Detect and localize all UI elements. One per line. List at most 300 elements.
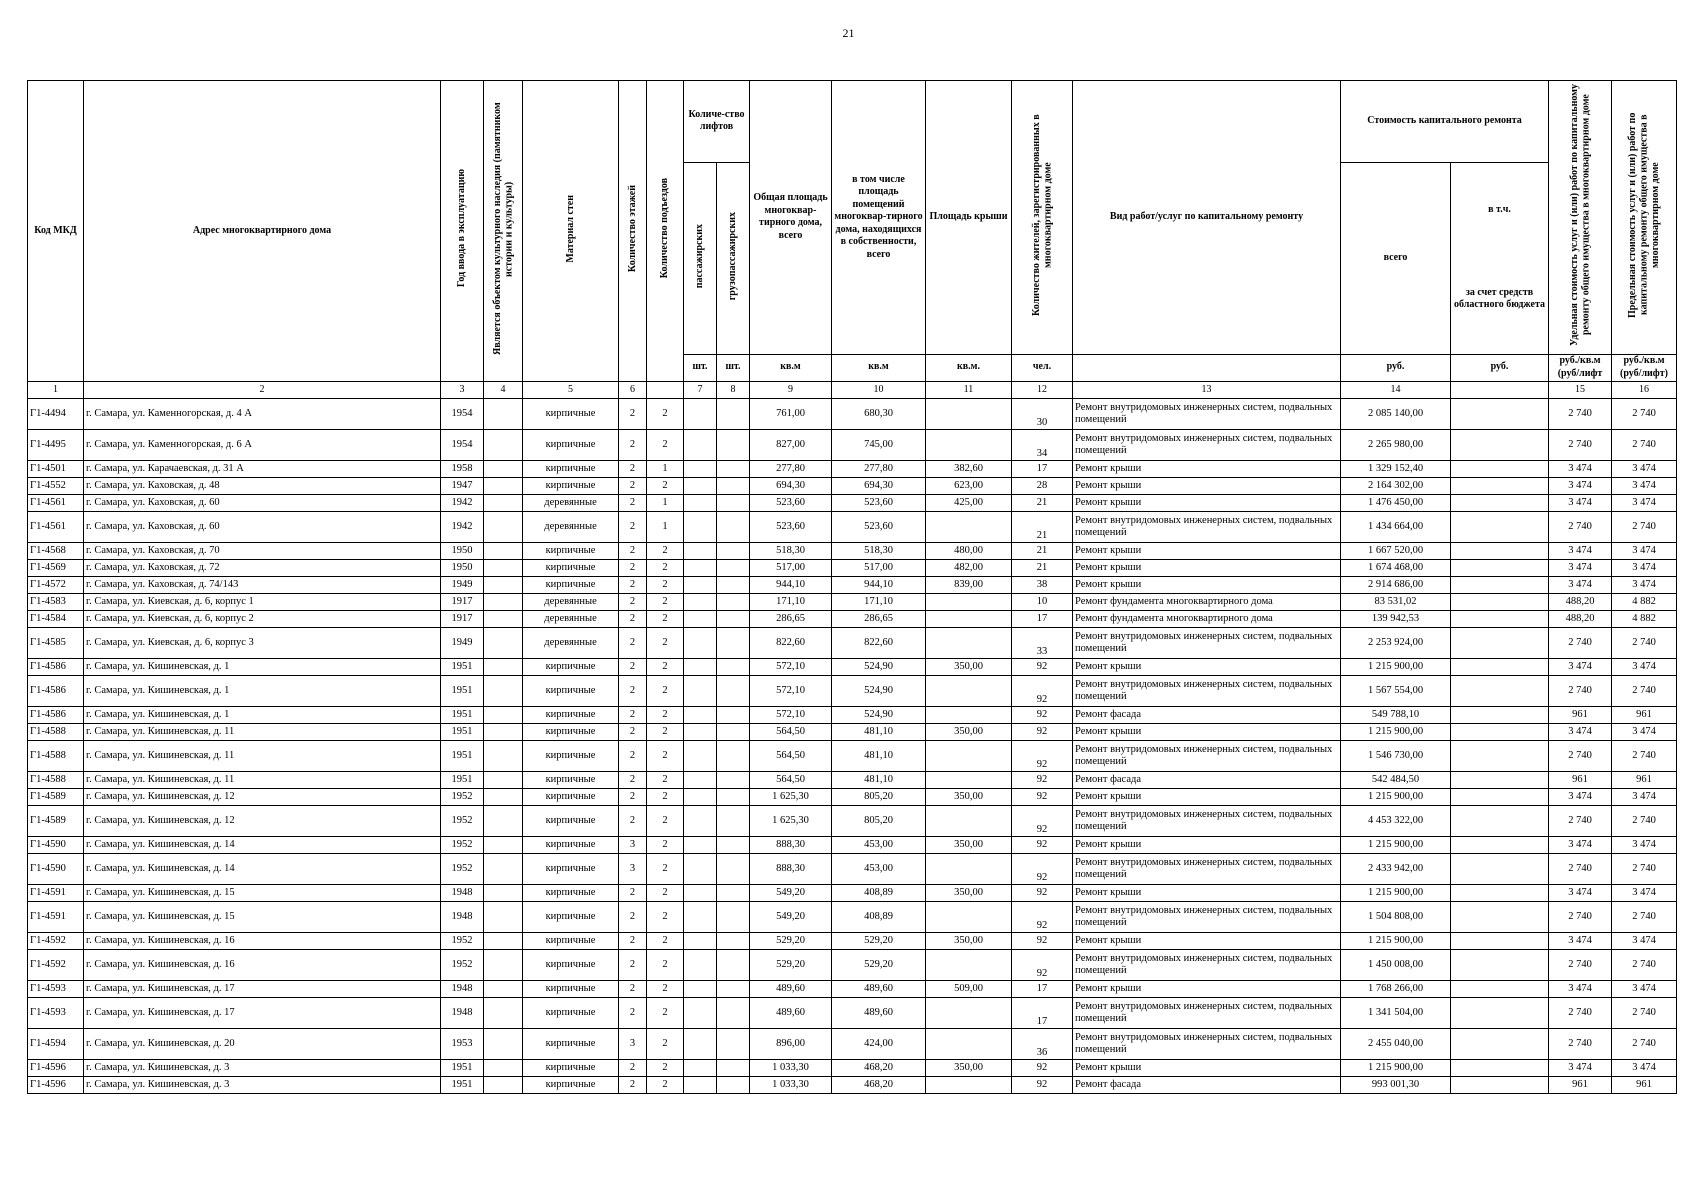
header-residents: Количество жителей, зарегистрированных в многоквартирном доме [1012,81,1073,355]
cell-roof-area [926,901,1012,932]
cell-max-cost: 3 474 [1612,460,1677,477]
cell-total-area: 827,00 [750,429,832,460]
cell-floors: 2 [619,980,647,997]
table-row [28,980,1677,997]
cell-material: кирпичные [523,723,619,740]
cell-cost-regional [1451,559,1549,576]
cell-max-cost: 961 [1612,1076,1677,1093]
column-number-row [28,381,1677,398]
cell-roof-area: 480,00 [926,542,1012,559]
table-row [28,477,1677,494]
cell-cost-total: 993 001,30 [1341,1076,1451,1093]
cell-code: Г1-4596 [28,1059,84,1076]
cell-heritage [484,723,523,740]
unit-work-type [1073,354,1341,381]
cell-year: 1952 [441,805,484,836]
cell-lifts-passenger [684,1028,717,1059]
cell-work-type: Ремонт крыши [1073,542,1341,559]
cell-lifts-freight [717,429,750,460]
cell-lifts-freight [717,460,750,477]
cell-roof-area: 350,00 [926,884,1012,901]
cell-year: 1951 [441,771,484,788]
cell-heritage [484,559,523,576]
cell-lifts-freight [717,593,750,610]
table-row [28,949,1677,980]
cell-floors: 2 [619,932,647,949]
table-row [28,610,1677,627]
cell-lifts-freight [717,576,750,593]
cell-max-cost: 2 740 [1612,901,1677,932]
cell-lifts-passenger [684,675,717,706]
cell-lifts-freight [717,884,750,901]
cell-floors: 3 [619,836,647,853]
table-row [28,740,1677,771]
cell-entrances: 2 [647,706,684,723]
cell-cost-regional [1451,884,1549,901]
cell-code: Г1-4585 [28,627,84,658]
cell-year: 1942 [441,494,484,511]
cell-lifts-passenger [684,706,717,723]
cell-residents: 92 [1012,1059,1073,1076]
table-row [28,542,1677,559]
cell-floors: 3 [619,1028,647,1059]
cell-lifts-passenger [684,771,717,788]
cell-roof-area [926,740,1012,771]
cell-max-cost: 2 740 [1612,949,1677,980]
cell-max-cost: 3 474 [1612,477,1677,494]
cell-material: деревянные [523,494,619,511]
cell-heritage [484,627,523,658]
cell-owned-area: 745,00 [832,429,926,460]
cell-address: г. Самара, ул. Кишиневская, д. 1 [84,675,441,706]
cell-unit-cost: 3 474 [1549,494,1612,511]
cell-owned-area: 517,00 [832,559,926,576]
cell-code: Г1-4569 [28,559,84,576]
cell-entrances: 2 [647,627,684,658]
cell-total-area: 888,30 [750,853,832,884]
cell-cost-total: 1 476 450,00 [1341,494,1451,511]
cell-max-cost: 961 [1612,771,1677,788]
cell-address: г. Самара, ул. Кишиневская, д. 16 [84,949,441,980]
cell-cost-total: 1 215 900,00 [1341,884,1451,901]
cell-work-type: Ремонт фундамента многоквартирного дома [1073,610,1341,627]
cell-total-area: 896,00 [750,1028,832,1059]
cell-code: Г1-4591 [28,901,84,932]
cell-material: кирпичные [523,477,619,494]
header-address: Адрес многоквартирного дома [84,81,441,382]
cell-code: Г1-4501 [28,460,84,477]
cell-work-type: Ремонт внутридомовых инженерных систем, подвальных помещений [1073,511,1341,542]
cell-heritage [484,1059,523,1076]
cell-total-area: 564,50 [750,771,832,788]
cell-owned-area: 277,80 [832,460,926,477]
cell-roof-area: 839,00 [926,576,1012,593]
cell-cost-regional [1451,658,1549,675]
cell-address: г. Самара, ул. Кишиневская, д. 15 [84,901,441,932]
cell-work-type: Ремонт крыши [1073,1059,1341,1076]
cell-lifts-freight [717,949,750,980]
cell-lifts-freight [717,610,750,627]
cell-material: кирпичные [523,805,619,836]
cell-material: кирпичные [523,429,619,460]
cell-total-area: 549,20 [750,884,832,901]
cell-cost-regional [1451,853,1549,884]
column-number: 7 [684,381,717,398]
cell-year: 1949 [441,576,484,593]
header-owned-area: в том числе площадь помещений многоквар-тирного дома, находящихся в собственности, всего [832,81,926,355]
cell-work-type: Ремонт внутридомовых инженерных систем, подвальных помещений [1073,997,1341,1028]
cell-lifts-freight [717,542,750,559]
cell-residents: 92 [1012,949,1073,980]
cell-address: г. Самара, ул. Каховская, д. 48 [84,477,441,494]
cell-unit-cost: 3 474 [1549,788,1612,805]
cell-heritage [484,771,523,788]
cell-owned-area: 524,90 [832,675,926,706]
cell-lifts-passenger [684,723,717,740]
cell-work-type: Ремонт крыши [1073,884,1341,901]
cell-residents: 92 [1012,723,1073,740]
cell-entrances: 2 [647,658,684,675]
cell-unit-cost: 2 740 [1549,1028,1612,1059]
column-number [647,381,684,398]
table-row [28,576,1677,593]
cell-cost-regional [1451,949,1549,980]
cell-year: 1951 [441,658,484,675]
cell-year: 1948 [441,980,484,997]
cell-floors: 2 [619,610,647,627]
cell-code: Г1-4596 [28,1076,84,1093]
cell-cost-regional [1451,997,1549,1028]
cell-residents: 34 [1012,429,1073,460]
cell-roof-area [926,398,1012,429]
cell-lifts-passenger [684,788,717,805]
table-row [28,627,1677,658]
header-cost-regional-label: за счет средств областного бюджета [1454,286,1545,311]
cell-roof-area: 350,00 [926,836,1012,853]
cell-cost-regional [1451,460,1549,477]
cell-lifts-freight [717,477,750,494]
cell-address: г. Самара, ул. Кишиневская, д. 1 [84,706,441,723]
cell-cost-total: 2 253 924,00 [1341,627,1451,658]
cell-address: г. Самара, ул. Кишиневская, д. 3 [84,1059,441,1076]
cell-entrances: 2 [647,429,684,460]
cell-residents: 92 [1012,788,1073,805]
cell-cost-total: 549 788,10 [1341,706,1451,723]
cell-lifts-passenger [684,997,717,1028]
cell-address: г. Самара, ул. Каменногорская, д. 4 А [84,398,441,429]
cell-roof-area: 350,00 [926,723,1012,740]
cell-roof-area [926,949,1012,980]
cell-cost-total: 542 484,50 [1341,771,1451,788]
cell-heritage [484,398,523,429]
cell-cost-regional [1451,740,1549,771]
cell-lifts-passenger [684,593,717,610]
cell-cost-regional [1451,980,1549,997]
cell-heritage [484,460,523,477]
cell-work-type: Ремонт внутридомовых инженерных систем, подвальных помещений [1073,853,1341,884]
table-row [28,723,1677,740]
cell-material: кирпичные [523,542,619,559]
table-row [28,884,1677,901]
cell-roof-area: 350,00 [926,788,1012,805]
cell-code: Г1-4586 [28,675,84,706]
cell-unit-cost: 3 474 [1549,932,1612,949]
table-row [28,853,1677,884]
cell-lifts-passenger [684,949,717,980]
cell-roof-area [926,511,1012,542]
cell-floors: 2 [619,1076,647,1093]
cell-year: 1949 [441,627,484,658]
cell-cost-total: 1 434 664,00 [1341,511,1451,542]
cell-work-type: Ремонт крыши [1073,559,1341,576]
cell-entrances: 2 [647,1059,684,1076]
cell-code: Г1-4591 [28,884,84,901]
cell-work-type: Ремонт внутридомовых инженерных систем, подвальных помещений [1073,740,1341,771]
cell-year: 1951 [441,675,484,706]
cell-material: кирпичные [523,675,619,706]
cell-year: 1952 [441,949,484,980]
cell-lifts-freight [717,398,750,429]
cell-lifts-freight [717,1028,750,1059]
cell-code: Г1-4592 [28,932,84,949]
cell-address: г. Самара, ул. Кишиневская, д. 11 [84,740,441,771]
cell-address: г. Самара, ул. Кишиневская, д. 11 [84,723,441,740]
table-row [28,932,1677,949]
cell-lifts-passenger [684,494,717,511]
cell-total-area: 564,50 [750,723,832,740]
cell-material: деревянные [523,627,619,658]
cell-heritage [484,949,523,980]
header-year: Год ввода в эксплуатацию [441,81,484,382]
cell-work-type: Ремонт крыши [1073,477,1341,494]
cell-lifts-passenger [684,901,717,932]
cell-address: г. Самара, ул. Каховская, д. 72 [84,559,441,576]
cell-total-area: 286,65 [750,610,832,627]
cell-heritage [484,901,523,932]
cell-residents: 92 [1012,771,1073,788]
cell-cost-total: 2 914 686,00 [1341,576,1451,593]
cell-owned-area: 489,60 [832,997,926,1028]
cell-code: Г1-4589 [28,805,84,836]
table-row [28,494,1677,511]
cell-max-cost: 3 474 [1612,1059,1677,1076]
cell-work-type: Ремонт внутридомовых инженерных систем, подвальных помещений [1073,627,1341,658]
cell-work-type: Ремонт крыши [1073,460,1341,477]
cell-residents: 92 [1012,884,1073,901]
cell-code: Г1-4561 [28,511,84,542]
cell-entrances: 2 [647,477,684,494]
cell-material: кирпичные [523,576,619,593]
cell-heritage [484,706,523,723]
cell-heritage [484,884,523,901]
cell-floors: 2 [619,627,647,658]
cell-address: г. Самара, ул. Киевская, д. 6, корпус 3 [84,627,441,658]
cell-max-cost: 3 474 [1612,788,1677,805]
cell-owned-area: 523,60 [832,494,926,511]
cell-material: кирпичные [523,949,619,980]
cell-cost-total: 1 215 900,00 [1341,932,1451,949]
cell-unit-cost: 3 474 [1549,477,1612,494]
cell-year: 1917 [441,593,484,610]
cell-entrances: 2 [647,805,684,836]
cell-entrances: 2 [647,542,684,559]
cell-work-type: Ремонт крыши [1073,658,1341,675]
cell-cost-regional [1451,542,1549,559]
cell-unit-cost: 3 474 [1549,658,1612,675]
cell-code: Г1-4586 [28,706,84,723]
cell-address: г. Самара, ул. Кишиневская, д. 15 [84,884,441,901]
cell-residents: 21 [1012,494,1073,511]
cell-total-area: 518,30 [750,542,832,559]
cell-total-area: 1 625,30 [750,788,832,805]
cell-unit-cost: 3 474 [1549,542,1612,559]
header-lifts: Количе-ство лифтов [684,81,750,163]
cell-lifts-passenger [684,740,717,771]
cell-floors: 2 [619,460,647,477]
cell-year: 1950 [441,559,484,576]
cell-address: г. Самара, ул. Кишиневская, д. 17 [84,980,441,997]
unit-cost-total: руб. [1341,354,1451,381]
cell-lifts-freight [717,997,750,1028]
cell-address: г. Самара, ул. Кишиневская, д. 12 [84,788,441,805]
cell-unit-cost: 2 740 [1549,398,1612,429]
cell-lifts-passenger [684,576,717,593]
cell-lifts-freight [717,932,750,949]
header-lifts-passenger: пассажирских [684,162,717,354]
cell-work-type: Ремонт фасада [1073,706,1341,723]
header-max-cost: Предельная стоимость услуг и (или) работ по капитальному ремонту общего имущества в многоквартирном доме [1612,81,1677,355]
cell-year: 1951 [441,1059,484,1076]
cell-residents: 17 [1012,980,1073,997]
cell-code: Г1-4594 [28,1028,84,1059]
cell-cost-regional [1451,1076,1549,1093]
column-number: 14 [1341,381,1451,398]
cell-entrances: 1 [647,460,684,477]
unit-unit-cost: руб./кв.м (руб/лифт [1549,354,1612,381]
cell-roof-area [926,1028,1012,1059]
cell-unit-cost: 2 740 [1549,511,1612,542]
cell-year: 1954 [441,429,484,460]
cell-cost-total: 2 164 302,00 [1341,477,1451,494]
cell-year: 1947 [441,477,484,494]
cell-floors: 2 [619,658,647,675]
cell-work-type: Ремонт крыши [1073,932,1341,949]
cell-address: г. Самара, ул. Каховская, д. 60 [84,511,441,542]
cell-entrances: 2 [647,740,684,771]
table-body [28,398,1677,1093]
cell-lifts-freight [717,723,750,740]
cell-total-area: 888,30 [750,836,832,853]
table-row [28,511,1677,542]
cell-cost-total: 1 215 900,00 [1341,723,1451,740]
cell-floors: 2 [619,997,647,1028]
cell-material: кирпичные [523,788,619,805]
cell-unit-cost: 3 474 [1549,980,1612,997]
cell-floors: 2 [619,576,647,593]
cell-work-type: Ремонт фасада [1073,1076,1341,1093]
table-row [28,559,1677,576]
cell-work-type: Ремонт внутридомовых инженерных систем, подвальных помещений [1073,805,1341,836]
cell-total-area: 822,60 [750,627,832,658]
cell-cost-total: 2 433 942,00 [1341,853,1451,884]
unit-lifts-passenger: шт. [684,354,717,381]
cell-heritage [484,1076,523,1093]
table-row [28,398,1677,429]
cell-lifts-freight [717,805,750,836]
cell-roof-area: 350,00 [926,1059,1012,1076]
column-number: 8 [717,381,750,398]
cell-lifts-passenger [684,980,717,997]
cell-work-type: Ремонт крыши [1073,836,1341,853]
cell-code: Г1-4583 [28,593,84,610]
cell-cost-total: 2 265 980,00 [1341,429,1451,460]
cell-heritage [484,593,523,610]
cell-cost-total: 1 341 504,00 [1341,997,1451,1028]
cell-owned-area: 805,20 [832,788,926,805]
cell-heritage [484,853,523,884]
cell-material: деревянные [523,511,619,542]
table-row [28,997,1677,1028]
cell-lifts-freight [717,853,750,884]
cell-total-area: 761,00 [750,398,832,429]
cell-total-area: 529,20 [750,932,832,949]
table-row [28,836,1677,853]
cell-cost-total: 2 085 140,00 [1341,398,1451,429]
column-number: 11 [926,381,1012,398]
cell-floors: 2 [619,593,647,610]
cell-cost-total: 83 531,02 [1341,593,1451,610]
cell-owned-area: 524,90 [832,706,926,723]
table-row [28,901,1677,932]
cell-owned-area: 489,60 [832,980,926,997]
cell-entrances: 2 [647,771,684,788]
cell-cost-regional [1451,788,1549,805]
cell-code: Г1-4586 [28,658,84,675]
cell-floors: 2 [619,723,647,740]
cell-residents: 92 [1012,853,1073,884]
cell-cost-regional [1451,901,1549,932]
cell-owned-area: 944,10 [832,576,926,593]
cell-entrances: 2 [647,576,684,593]
cell-residents: 92 [1012,658,1073,675]
cell-owned-area: 453,00 [832,836,926,853]
cell-residents: 21 [1012,559,1073,576]
cell-address: г. Самара, ул. Кишиневская, д. 12 [84,805,441,836]
cell-year: 1953 [441,1028,484,1059]
cell-work-type: Ремонт внутридомовых инженерных систем, подвальных помещений [1073,949,1341,980]
cell-heritage [484,932,523,949]
cell-material: кирпичные [523,932,619,949]
cell-max-cost: 3 474 [1612,494,1677,511]
header-cost-regional [1451,162,1549,354]
cell-work-type: Ремонт крыши [1073,788,1341,805]
cell-max-cost: 3 474 [1612,723,1677,740]
cell-cost-regional [1451,398,1549,429]
cell-residents: 38 [1012,576,1073,593]
cell-floors: 2 [619,675,647,706]
column-number: 4 [484,381,523,398]
cell-code: Г1-4588 [28,740,84,771]
cell-roof-area [926,1076,1012,1093]
cell-material: деревянные [523,610,619,627]
cell-owned-area: 805,20 [832,805,926,836]
cell-address: г. Самара, ул. Каховская, д. 70 [84,542,441,559]
cell-total-area: 572,10 [750,675,832,706]
cell-unit-cost: 2 740 [1549,949,1612,980]
cell-owned-area: 481,10 [832,740,926,771]
cell-entrances: 2 [647,398,684,429]
cell-cost-regional [1451,1028,1549,1059]
